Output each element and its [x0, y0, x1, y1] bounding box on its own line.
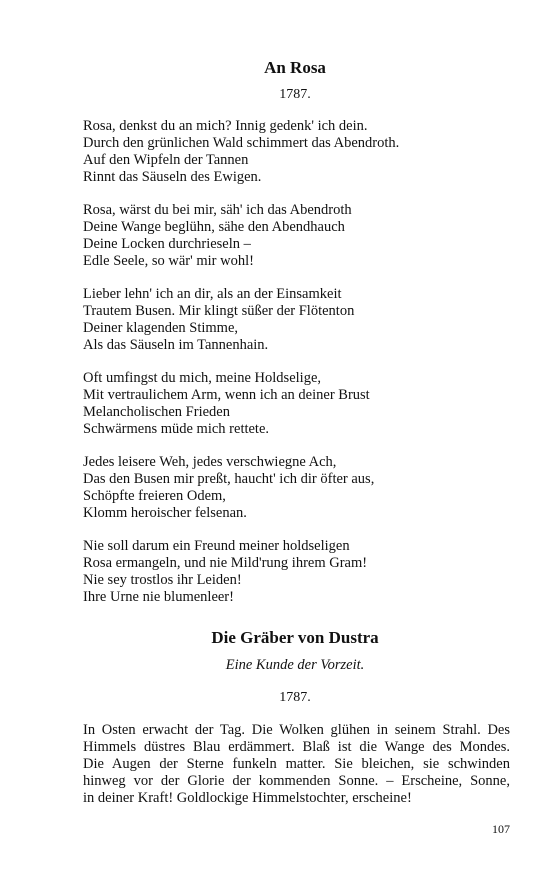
- verse-line: Melancholischen Frieden: [83, 404, 230, 420]
- section-title: Die Gräber von Dustra: [211, 628, 379, 647]
- verse-line: Trautem Busen. Mir klingt süßer der Flötenton: [83, 303, 355, 319]
- verse-line: Edle Seele, so wär' mir wohl!: [83, 253, 254, 269]
- prose-line: in deiner Kraft! Goldlockige Himmelstochter, erscheine!: [83, 790, 412, 806]
- prose-line: Die Augen der Sterne funkeln matter. Sie bleichen, sie schwinden: [83, 756, 510, 772]
- verse-line: Schwärmens müde mich rettete.: [83, 421, 270, 437]
- verse-line: Durch den grünlichen Wald schimmert das Abendroth.: [83, 135, 400, 151]
- verse-line: Rosa, wärst du bei mir, säh' ich das Abendroth: [83, 202, 352, 218]
- verse-line: Klomm heroischer felsenan.: [83, 505, 247, 521]
- prose-line: hinweg vor der Glorie der kommenden Sonne. – Erscheine, Sonne,: [83, 773, 510, 789]
- verse-line: Das den Busen mir preßt, haucht' ich dir öfter aus,: [83, 471, 375, 487]
- stanza: [83, 202, 523, 270]
- stanza: [83, 286, 523, 354]
- verse-line: Mit vertraulichem Arm, wenn ich an deiner Brust: [83, 387, 370, 403]
- verse-line: Oft umfingst du mich, meine Holdselige,: [83, 370, 322, 386]
- poem-year: 1787.: [279, 87, 311, 102]
- stanza: [83, 538, 523, 606]
- verse-line: Rosa ermangeln, und nie Mild'rung ihrem Gram!: [83, 555, 368, 571]
- stanza: [83, 370, 523, 438]
- page-number: 107: [492, 822, 510, 836]
- verse-line: Ihre Urne nie blumenleer!: [83, 589, 234, 605]
- stanza: [83, 118, 523, 186]
- section-subtitle: Eine Kunde der Vorzeit.: [225, 657, 365, 673]
- verse-line: Rosa, denkst du an mich? Innig gedenk' ich dein.: [83, 118, 368, 134]
- prose-line: In Osten erwacht der Tag. Die Wolken glühen in seinem Strahl. Des: [83, 722, 510, 738]
- prose-line: Himmels düstres Blau erdämmert. Blaß ist die Wange des Mondes.: [83, 739, 510, 755]
- verse-line: Deine Locken durchrieseln –: [83, 236, 251, 252]
- verse-line: Lieber lehn' ich an dir, als an der Einsamkeit: [83, 286, 342, 302]
- verse-line: Als das Säuseln im Tannenhain.: [83, 337, 269, 353]
- verse-line: Rinnt das Säuseln des Ewigen.: [83, 169, 262, 185]
- verse-line: Jedes leisere Weh, jedes verschwiegne Ach,: [83, 454, 337, 470]
- verse-line: Deine Wange beglühn, sähe den Abendhauch: [83, 219, 345, 235]
- verse-line: Schöpfte freieren Odem,: [83, 488, 226, 504]
- poem-title: An Rosa: [264, 58, 326, 77]
- verse-line: Nie sey trostlos ihr Leiden!: [83, 572, 242, 588]
- verse-line: Deiner klagenden Stimme,: [83, 320, 239, 336]
- verse-line: Auf den Wipfeln der Tannen: [83, 152, 249, 168]
- verse-line: Nie soll darum ein Freund meiner holdseligen: [83, 538, 350, 554]
- prose-paragraph: [83, 722, 510, 807]
- stanza: [83, 454, 523, 522]
- section-year: 1787.: [279, 690, 311, 705]
